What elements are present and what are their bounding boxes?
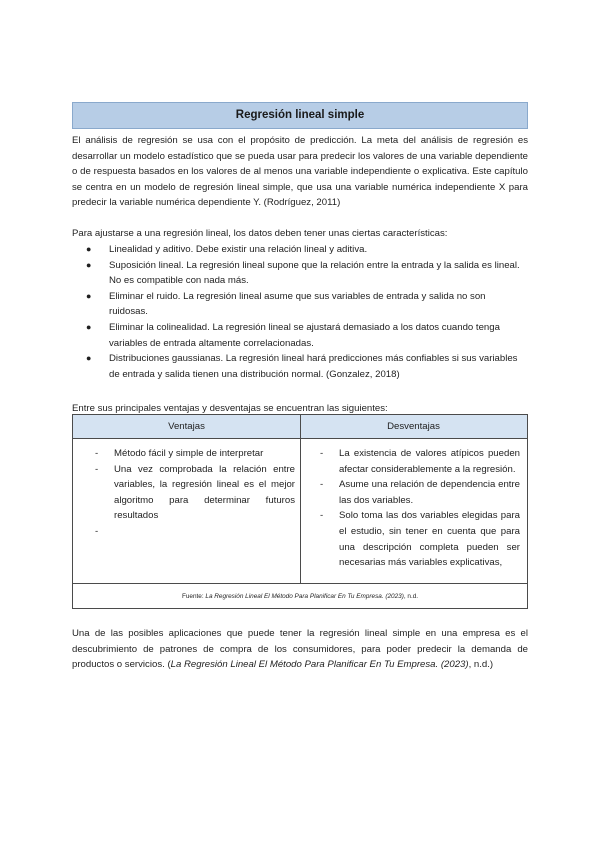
- table-intro: Entre sus principales ventajas y desventajas se encuentran las siguientes:: [72, 403, 388, 414]
- source-title: La Regresión Lineal El Método Para Planificar En Tu Empresa. (2023): [205, 593, 404, 600]
- closing-paragraph: [72, 626, 528, 673]
- dash-marker: -: [95, 463, 99, 475]
- bullet-icon: ●: [86, 353, 92, 364]
- list-item-text: Linealidad y aditivo. Debe existir una relación lineal y aditiva.: [109, 244, 368, 255]
- list-item: [72, 258, 528, 289]
- intro-paragraph: El análisis de regresión se usa con el propósito de predicción. La meta del análisis de regresión es desarrollar un modelo estadístico que se pueda usar para predecir los valores de una variable dependiente o de respuesta basados en los valores de al menos una variable independiente o explicativa. Este capítulo se centra en un modelo de regresión lineal simple, que usa una variable numérica independiente X para predecir la variable numérica dependiente Y. (Rodríguez, 2011): [72, 135, 528, 209]
- dash-marker: -: [320, 479, 324, 491]
- bullet-icon: ●: [86, 290, 92, 301]
- list-item-text: Eliminar la colinealidad. La regresión lineal se ajustará demasiado a los datos cuando tenga variables de entrada altamente correlacionadas.: [109, 321, 500, 349]
- disadvantage-text: Asume una relación de dependencia entre las dos variables.: [339, 479, 520, 506]
- dash-marker: -: [320, 448, 324, 459]
- characteristics-intro: Para ajustarse a una regresión lineal, los datos deben tener unas ciertas características:: [72, 228, 448, 239]
- list-item-text: Suposición lineal. La regresión lineal supone que la relación entre la entrada y la salida es lineal. No es compatible con nada más.: [109, 259, 520, 287]
- dash-marker: -: [320, 510, 324, 522]
- header-advantages: Ventajas: [168, 421, 205, 432]
- dash-marker: -: [95, 525, 99, 537]
- disadvantage-item: [320, 477, 520, 508]
- disadvantages-list: [320, 446, 520, 571]
- list-item-text: Distribuciones gaussianas. La regresión lineal hará predicciones más confiables si sus variables de entrada y salida tienen una distribución normal. (Gonzalez, 2018): [109, 353, 518, 380]
- disadvantage-text: Solo toma las dos variables elegidas para el estudio, sin tener en cuenta que para una descripción completa pueden ser necesarias más variables explicativas,: [339, 510, 520, 569]
- advantage-item: [95, 462, 295, 524]
- advantages-list: [95, 446, 295, 539]
- source-suffix: , n.d.: [403, 593, 419, 600]
- bullet-icon: ●: [86, 259, 92, 270]
- closing-text: Una de las posibles aplicaciones que puede tener la regresión lineal simple en una empresa es el descubrimiento de patrones de compra de los consumidores, para poder predecir la demanda de productos o servicios. (: [72, 628, 528, 671]
- dash-marker: -: [95, 448, 99, 459]
- list-item: [72, 320, 528, 351]
- advantage-item: [95, 446, 295, 462]
- pros-cons-table: [72, 414, 528, 609]
- list-item: [72, 242, 528, 258]
- advantage-item: [95, 524, 295, 539]
- list-item: [72, 289, 528, 320]
- header-disadvantages: Desventajas: [387, 421, 440, 432]
- closing-citation-title: La Regresión Lineal El Método Para Planificar En Tu Empresa. (2023): [170, 659, 469, 671]
- advantage-text: Método fácil y simple de interpretar: [114, 448, 264, 459]
- list-item-text: Eliminar el ruido. La regresión lineal asume que sus variables de entrada y salida no son ruidosas.: [109, 290, 486, 318]
- disadvantage-item: [320, 508, 520, 570]
- list-item: [72, 351, 528, 382]
- characteristics-list: [72, 242, 528, 382]
- disadvantage-text: La existencia de valores atípicos pueden afectar considerablemente a la regresión.: [339, 448, 520, 475]
- table-source: [73, 584, 527, 609]
- column-divider: [300, 415, 301, 583]
- section-title: Regresión lineal simple: [72, 102, 528, 129]
- bullet-icon: ●: [86, 244, 92, 254]
- advantage-text: Una vez comprobada la relación entre variables, la regresión lineal es el mejor algoritmo para determinar futuros resultados: [114, 463, 295, 522]
- bullet-icon: ●: [86, 321, 92, 332]
- closing-citation-suffix: , n.d.): [468, 659, 494, 671]
- disadvantage-item: [320, 446, 520, 477]
- source-label: Fuente:: [181, 593, 206, 600]
